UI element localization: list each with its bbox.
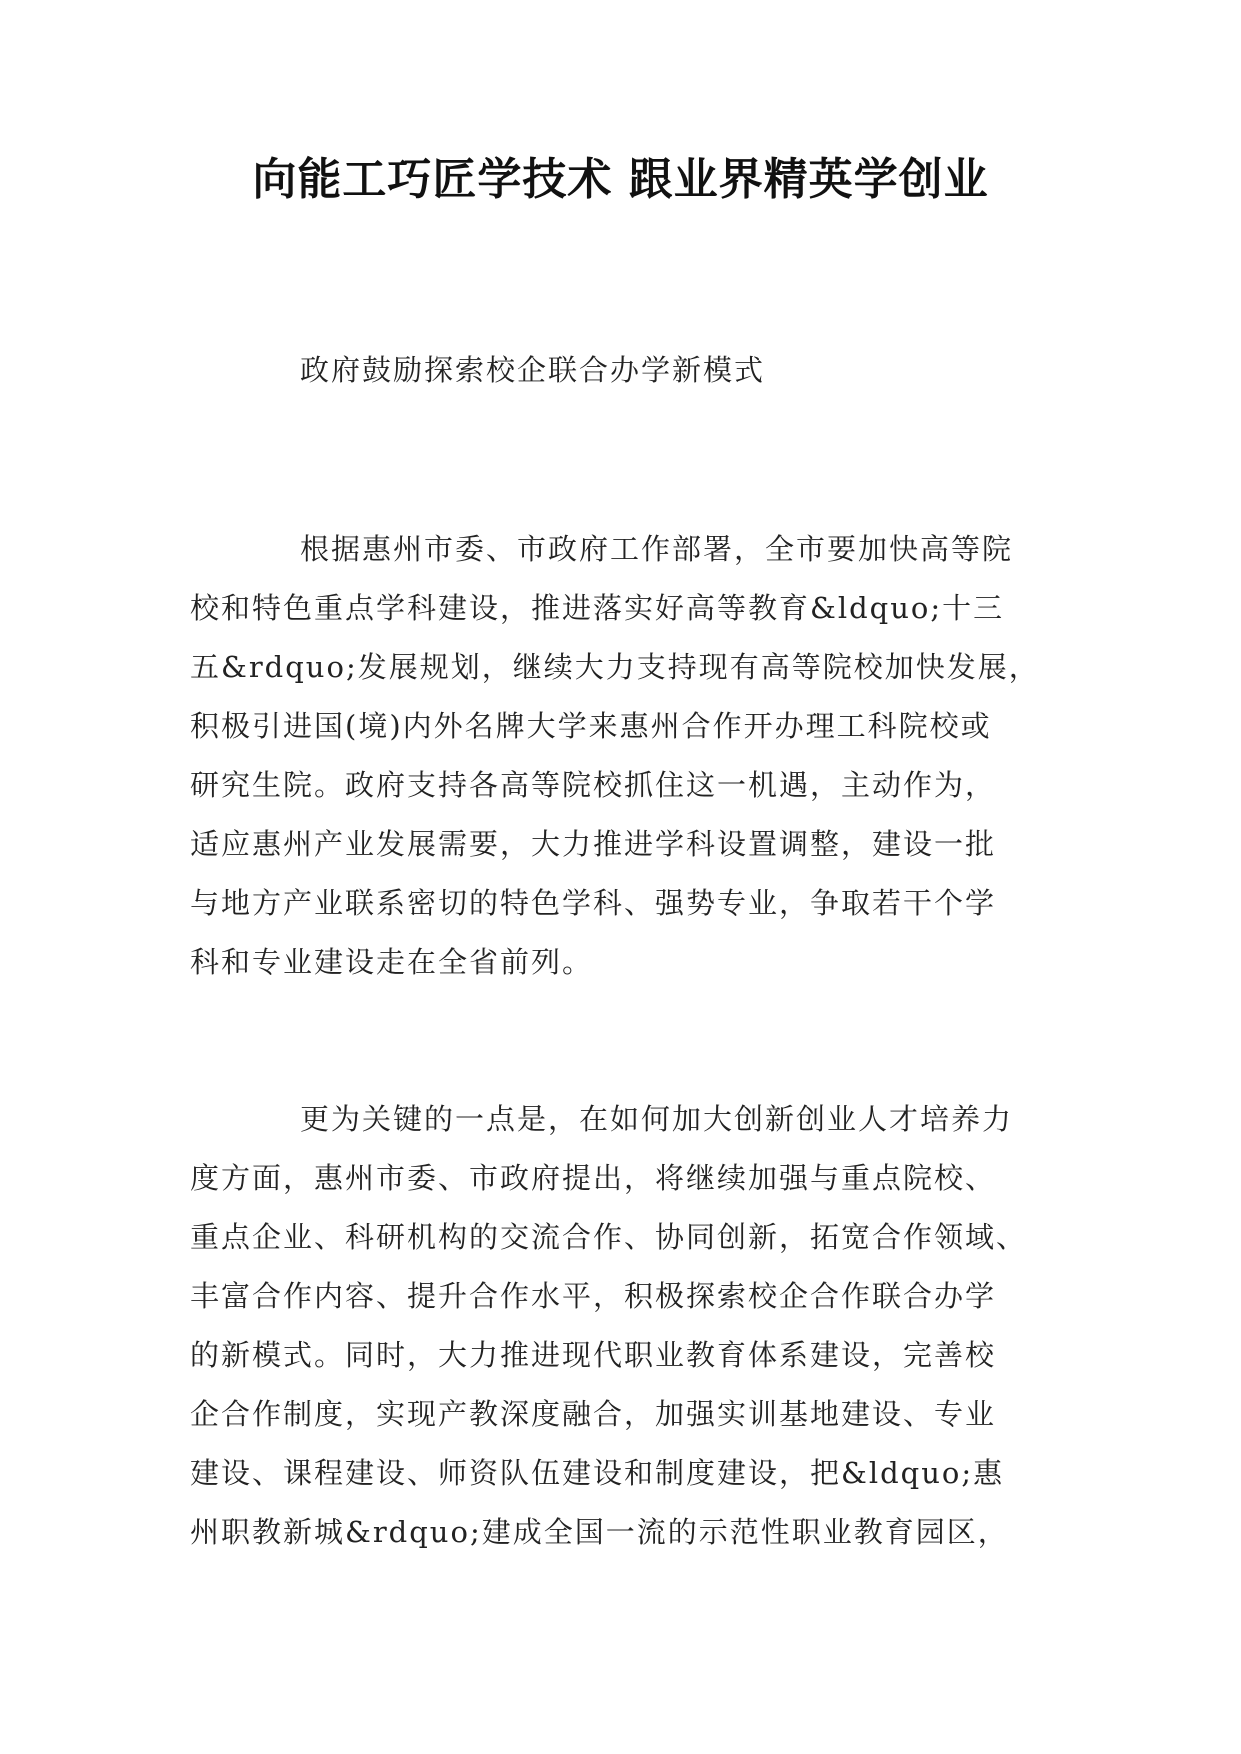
paragraph-line: 丰富合作内容、提升合作水平，积极探索校企合作联合办学 (190, 1279, 997, 1313)
paragraph-line: 建设、课程建设、师资队伍建设和制度建设，把&ldquo;惠 (190, 1456, 1005, 1490)
paragraph-line: 更为关键的一点是，在如何加大创新创业人才培养力 (300, 1102, 1014, 1136)
paragraph-line: 适应惠州产业发展需要，大力推进学科设置调整，建设一批 (190, 827, 997, 861)
paragraph-line: 企合作制度，实现产教深度融合，加强实训基地建设、专业 (190, 1397, 997, 1431)
document-title: 向能工巧匠学技术 跟业界精英学创业 (252, 154, 989, 205)
document-subtitle: 政府鼓励探索校企联合办学新模式 (300, 353, 766, 387)
paragraph-line: 五&rdquo;发展规划，继续大力支持现有高等院校加快发展， (190, 650, 1040, 684)
paragraph-line: 重点企业、科研机构的交流合作、协同创新，拓宽合作领域、 (190, 1220, 1028, 1254)
paragraph-line: 州职教新城&rdquo;建成全国一流的示范性职业教育园区， (190, 1515, 1009, 1549)
paragraph-line: 积极引进国(境)内外名牌大学来惠州合作开办理工科院校或 (190, 709, 992, 743)
paragraph-1 (190, 520, 1070, 992)
paragraph-line: 度方面，惠州市委、市政府提出，将继续加强与重点院校、 (190, 1161, 997, 1195)
paragraph-line: 与地方产业联系密切的特色学科、强势专业，争取若干个学 (190, 886, 997, 920)
paragraph-line: 研究生院。政府支持各高等院校抓住这一机遇，主动作为， (190, 768, 997, 802)
paragraph-2 (190, 1090, 1070, 1562)
paragraph-line: 的新模式。同时，大力推进现代职业教育体系建设，完善校 (190, 1338, 997, 1372)
paragraph-line: 科和专业建设走在全省前列。 (190, 945, 594, 979)
paragraph-line: 校和特色重点学科建设，推进落实好高等教育&ldquo;十三 (190, 591, 1005, 625)
paragraph-line: 根据惠州市委、市政府工作部署，全市要加快高等院 (300, 532, 1014, 566)
